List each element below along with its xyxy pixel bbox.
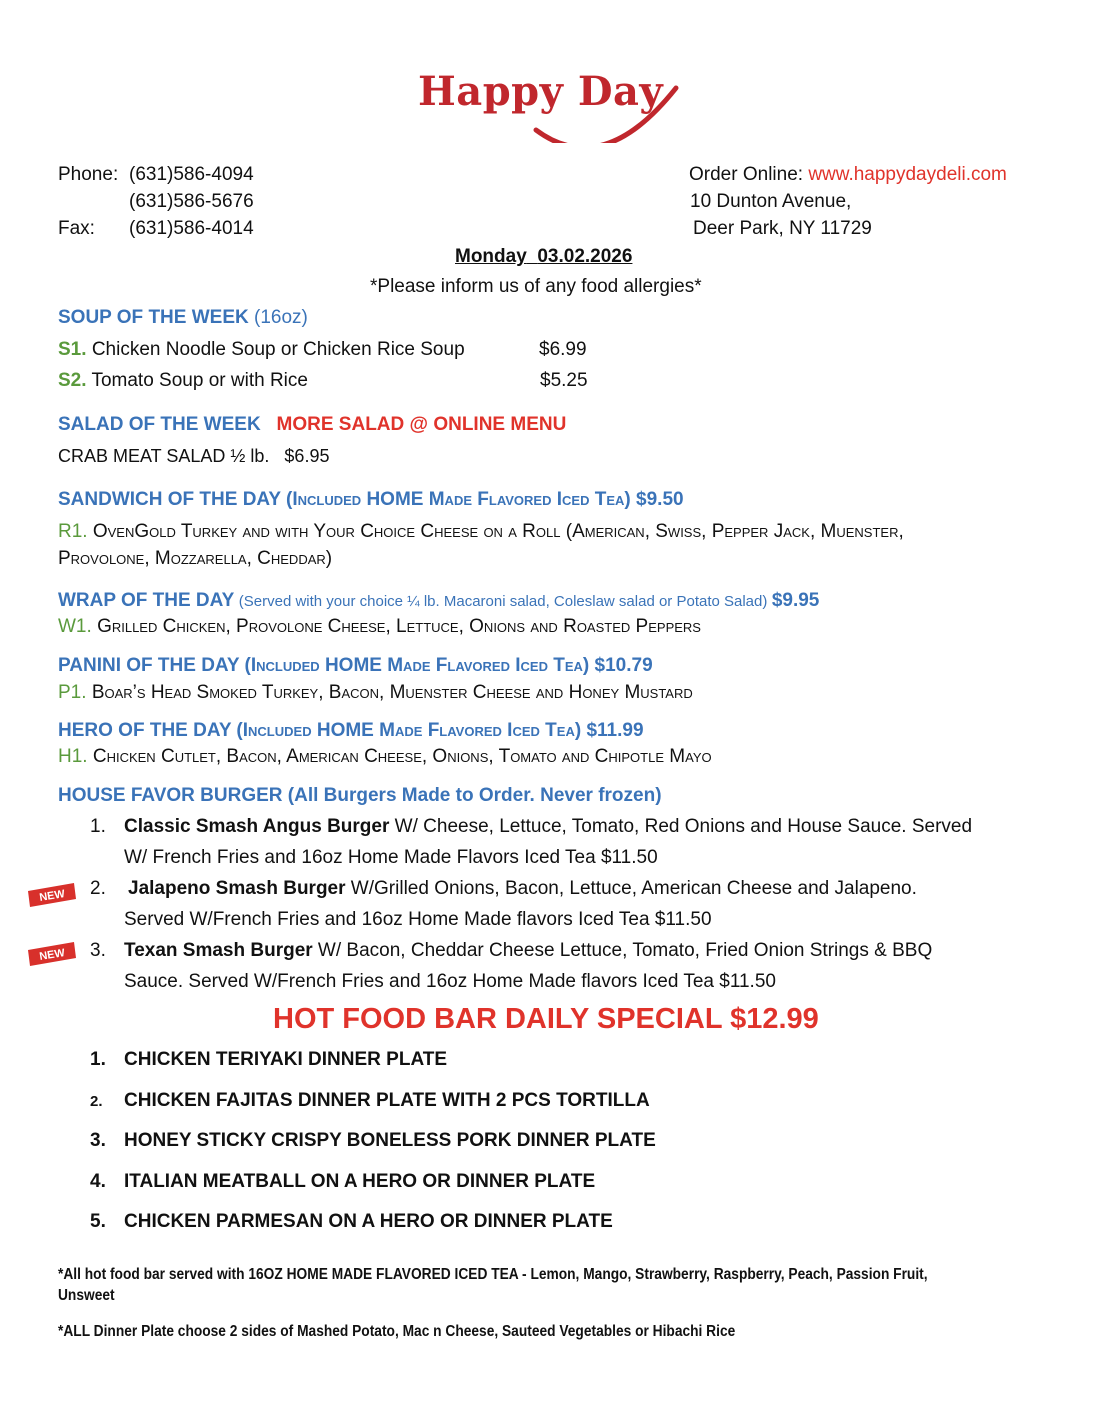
burger-num: 2.	[90, 878, 106, 899]
hot-food-name: CHICKEN TERIYAKI DINNER PLATE	[124, 1049, 448, 1070]
salad-name: CRAB MEAT SALAD ½ lb.	[58, 446, 270, 466]
burger-item-2	[90, 878, 917, 900]
wrap-header	[58, 590, 819, 612]
hot-food-num: 1.	[90, 1049, 106, 1070]
hot-food-name: HONEY STICKY CRISPY BONELESS PORK DINNER PLATE	[124, 1130, 656, 1151]
sandwich-line-2: Provolone, Mozzarella, Cheddar)	[58, 548, 333, 569]
wrap-title: WRAP OF THE DAY	[58, 590, 235, 611]
date-line	[455, 246, 632, 268]
panini-item	[58, 682, 693, 704]
logo-text: Happy Day	[418, 68, 664, 115]
burger-desc-2: Sauce. Served W/French Fries and 16oz Home Made flavors Iced Tea $11.50	[124, 971, 776, 992]
phone-line	[58, 164, 254, 186]
salad-title: SALAD OF THE WEEK	[58, 414, 261, 435]
logo	[418, 68, 698, 143]
panini-code: P1.	[58, 682, 87, 703]
salad-item	[58, 446, 329, 467]
hot-food-item	[90, 1090, 650, 1112]
burger-num: 3.	[90, 940, 106, 961]
wrap-desc: Grilled Chicken, Provolone Cheese, Lettuce, Onions and Roasted Peppers	[97, 616, 701, 637]
note-iced-tea-cont: Unsweet	[58, 1287, 115, 1304]
hot-food-num: 4.	[90, 1171, 106, 1192]
soup-header	[58, 307, 308, 329]
burger-desc-2: Served W/French Fries and 16oz Home Made flavors Iced Tea $11.50	[124, 909, 712, 930]
wrap-item	[58, 616, 701, 638]
soup-name: Chicken Noodle Soup or Chicken Rice Soup	[91, 339, 465, 360]
hot-food-name: CHICKEN PARMESAN ON A HERO OR DINNER PLATE	[124, 1211, 613, 1232]
burger-name: Texan Smash Burger	[124, 940, 313, 961]
soup-name: Tomato Soup or with Rice	[91, 370, 308, 391]
panini-title: PANINI OF THE DAY (Included HOME Made Flavored Iced Tea) $10.79	[58, 655, 653, 676]
hero-item	[58, 746, 712, 768]
new-badge-text: NEW	[38, 947, 66, 963]
phone-2[interactable]: (631)586-5676	[129, 191, 254, 212]
more-salad-link[interactable]: MORE SALAD @ ONLINE MENU	[276, 414, 567, 435]
soup-item-2	[58, 370, 308, 392]
hot-food-item	[90, 1130, 656, 1152]
date-value: 03.02.2026	[537, 246, 633, 267]
order-label: Order Online:	[689, 164, 804, 185]
burger-num: 1.	[90, 816, 106, 837]
sandwich-line-1	[58, 521, 904, 543]
burger-desc-1: W/Grilled Onions, Bacon, Lettuce, American Cheese and Jalapeno.	[345, 878, 917, 899]
hero-desc: Chicken Cutlet, Bacon, American Cheese, Onions, Tomato and Chipotle Mayo	[92, 746, 712, 767]
salad-price: $6.95	[284, 446, 330, 466]
wrap-code: W1.	[58, 616, 92, 637]
phone-1[interactable]: (631)586-4094	[129, 164, 254, 185]
soup-code: S1.	[58, 339, 87, 360]
hot-food-title: HOT FOOD BAR DAILY SPECIAL $12.99	[273, 1003, 819, 1035]
burger-item-3	[90, 940, 933, 962]
fax-number: (631)586-4014	[129, 218, 254, 239]
burger-title: HOUSE FAVOR BURGER (All Burgers Made to Order. Never frozen)	[58, 785, 662, 806]
hot-food-num: 2.	[90, 1093, 103, 1110]
burger-name: Classic Smash Angus Burger	[124, 816, 390, 837]
sandwich-code: R1.	[58, 521, 88, 542]
soup-code: S2.	[58, 370, 87, 391]
hero-title: HERO OF THE DAY (Included HOME Made Flavored Iced Tea) $11.99	[58, 720, 644, 741]
hot-food-item	[90, 1211, 613, 1233]
address-line-2: Deer Park, NY 11729	[693, 218, 872, 239]
sandwich-desc-1: OvenGold Turkey and with Your Choice Cheese on a Roll (American, Swiss, Pepper Jack, Muenster,	[92, 521, 904, 542]
address-line-1: 10 Dunton Avenue,	[690, 191, 852, 212]
note-dinner-sides: *ALL Dinner Plate choose 2 sides of Mashed Potato, Mac n Cheese, Sauteed Vegetables or Hibachi Rice	[58, 1323, 736, 1340]
soup-size: (16oz)	[254, 307, 308, 328]
order-online	[689, 164, 1007, 186]
wrap-subtitle: (Served with your choice ¼ lb. Macaroni salad, Coleslaw salad or Potato Salad)	[238, 593, 768, 610]
soup-price-1: $6.99	[539, 339, 587, 360]
hot-food-num: 3.	[90, 1130, 106, 1151]
logo-swoosh-icon	[418, 68, 698, 143]
new-badge-icon	[26, 942, 78, 966]
burger-desc-1: W/ Bacon, Cheddar Cheese Lettuce, Tomato, Fried Onion Strings & BBQ	[312, 940, 933, 961]
hero-code: H1.	[58, 746, 88, 767]
soup-price-2: $5.25	[540, 370, 588, 391]
burger-desc-1: W/ Cheese, Lettuce, Tomato, Red Onions and House Sauce. Served	[389, 816, 973, 837]
fax-label: Fax:	[58, 218, 95, 239]
new-badge-icon	[26, 883, 78, 907]
burger-name: Jalapeno Smash Burger	[128, 878, 346, 899]
website-link[interactable]: www.happydaydeli.com	[808, 164, 1007, 185]
wrap-price: $9.95	[771, 590, 820, 611]
burger-desc-2: W/ French Fries and 16oz Home Made Flavors Iced Tea $11.50	[124, 847, 658, 868]
note-iced-tea: *All hot food bar served with 16OZ HOME MADE FLAVORED ICED TEA - Lemon, Mango, Strawberry, Raspberry, Peach, Passion Fruit,	[58, 1266, 928, 1283]
burger-item-1	[90, 816, 973, 838]
sandwich-title: SANDWICH OF THE DAY (Included HOME Made Flavored Iced Tea) $9.50	[58, 489, 684, 510]
hot-food-name: ITALIAN MEATBALL ON A HERO OR DINNER PLATE	[124, 1171, 596, 1192]
soup-title: SOUP OF THE WEEK	[58, 307, 249, 328]
hot-food-item	[90, 1171, 596, 1193]
fax-line	[58, 218, 254, 240]
hot-food-num: 5.	[90, 1211, 106, 1232]
allergy-note: *Please inform us of any food allergies*	[370, 276, 702, 297]
new-badge-text: NEW	[38, 888, 66, 904]
date-day: Monday	[455, 246, 527, 267]
hot-food-name: CHICKEN FAJITAS DINNER PLATE WITH 2 PCS TORTILLA	[124, 1090, 650, 1111]
phone-label: Phone:	[58, 164, 119, 185]
soup-item-1	[58, 339, 465, 361]
panini-desc: Boar’s Head Smoked Turkey, Bacon, Muenster Cheese and Honey Mustard	[91, 682, 693, 703]
salad-header	[58, 414, 566, 436]
hot-food-item	[90, 1049, 448, 1071]
